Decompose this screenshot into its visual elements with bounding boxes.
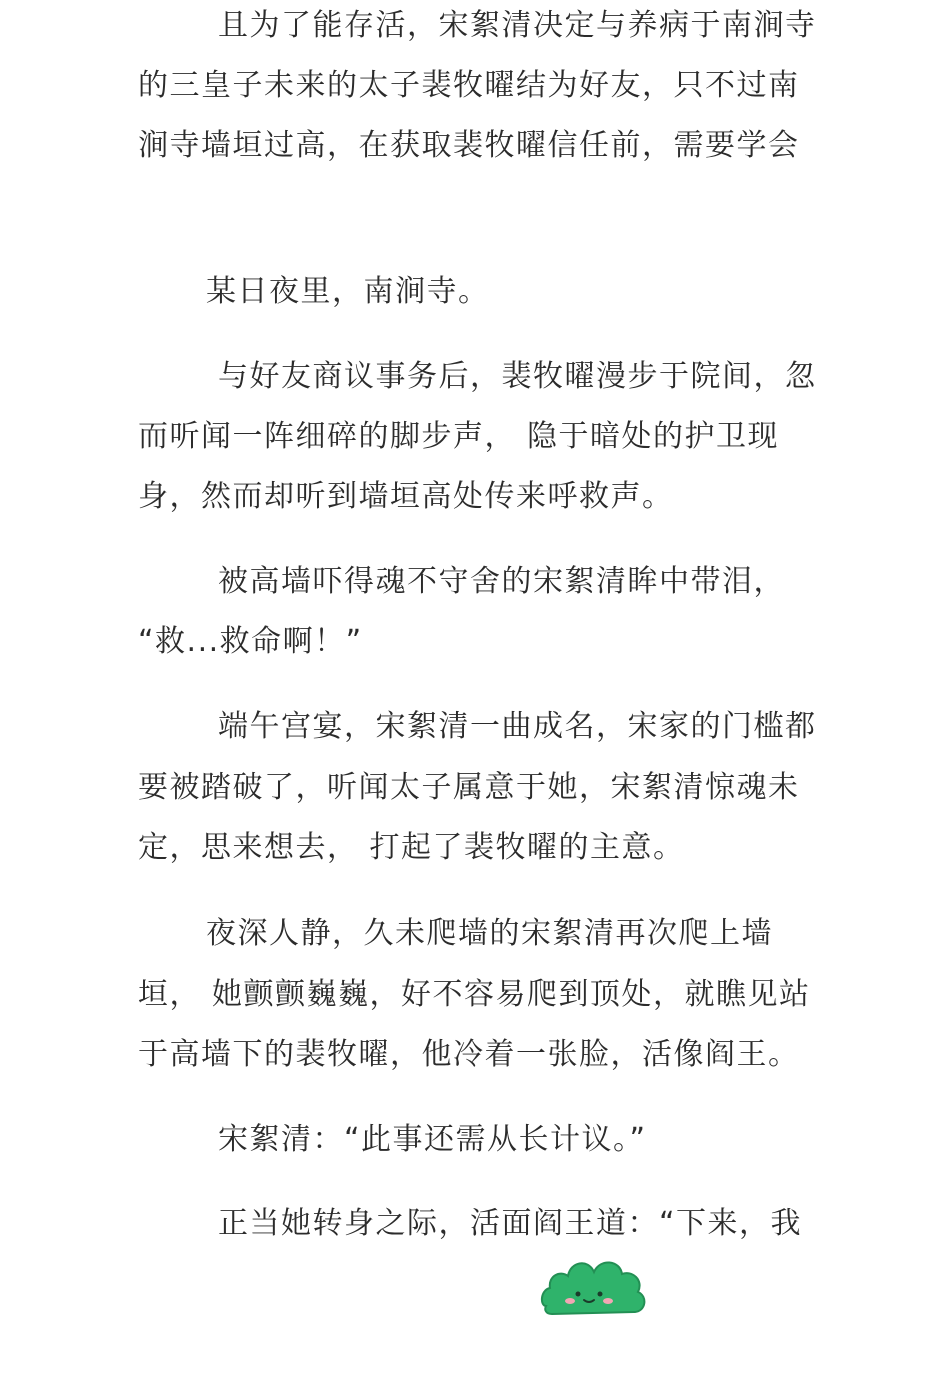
text-line: “救...救命啊！” — [138, 624, 363, 659]
text-line: 宋絮清：“此事还需从长计议。” — [218, 1122, 647, 1157]
text-line: 且为了能存活，宋絮清决定与养病于南涧寺 — [218, 8, 817, 43]
text-line: 与好友商议事务后，裴牧曜漫步于院间，忽 — [218, 359, 817, 394]
text-line: 正当她转身之际，活面阎王道：“下来，我 — [218, 1206, 803, 1241]
text-line: 要被踏破了，听闻太子属意于她，宋絮清惊魂未 — [138, 770, 800, 805]
text-line: 的三皇子未来的太子裴牧曜结为好友，只不过南 — [138, 68, 800, 103]
text-line: 夜深人静，久未爬墙的宋絮清再次爬上墙 — [206, 916, 773, 951]
text-line: 被高墙吓得魂不守舍的宋絮清眸中带泪， — [218, 564, 785, 599]
text-line: 定，思来想去， 打起了裴牧曜的主意。 — [138, 830, 685, 865]
text-line: 涧寺墙垣过高，在获取裴牧曜信任前，需要学会 — [138, 128, 800, 163]
text-line: 端午宫宴，宋絮清一曲成名，宋家的门槛都 — [218, 709, 817, 744]
text-line: 某日夜里，南涧寺。 — [206, 274, 490, 309]
text-line: 于高墙下的裴牧曜，他冷着一张脸，活像阎王。 — [138, 1037, 800, 1072]
text-line: 身，然而却听到墙垣高处传来呼救声。 — [138, 479, 674, 514]
text-line: 垣， 她颤颤巍巍，好不容易爬到顶处，就瞧见站 — [138, 977, 811, 1012]
green-cloud-mascot-icon — [538, 1246, 650, 1324]
text-line: 而听闻一阵细碎的脚步声， 隐于暗处的护卫现 — [138, 419, 780, 454]
